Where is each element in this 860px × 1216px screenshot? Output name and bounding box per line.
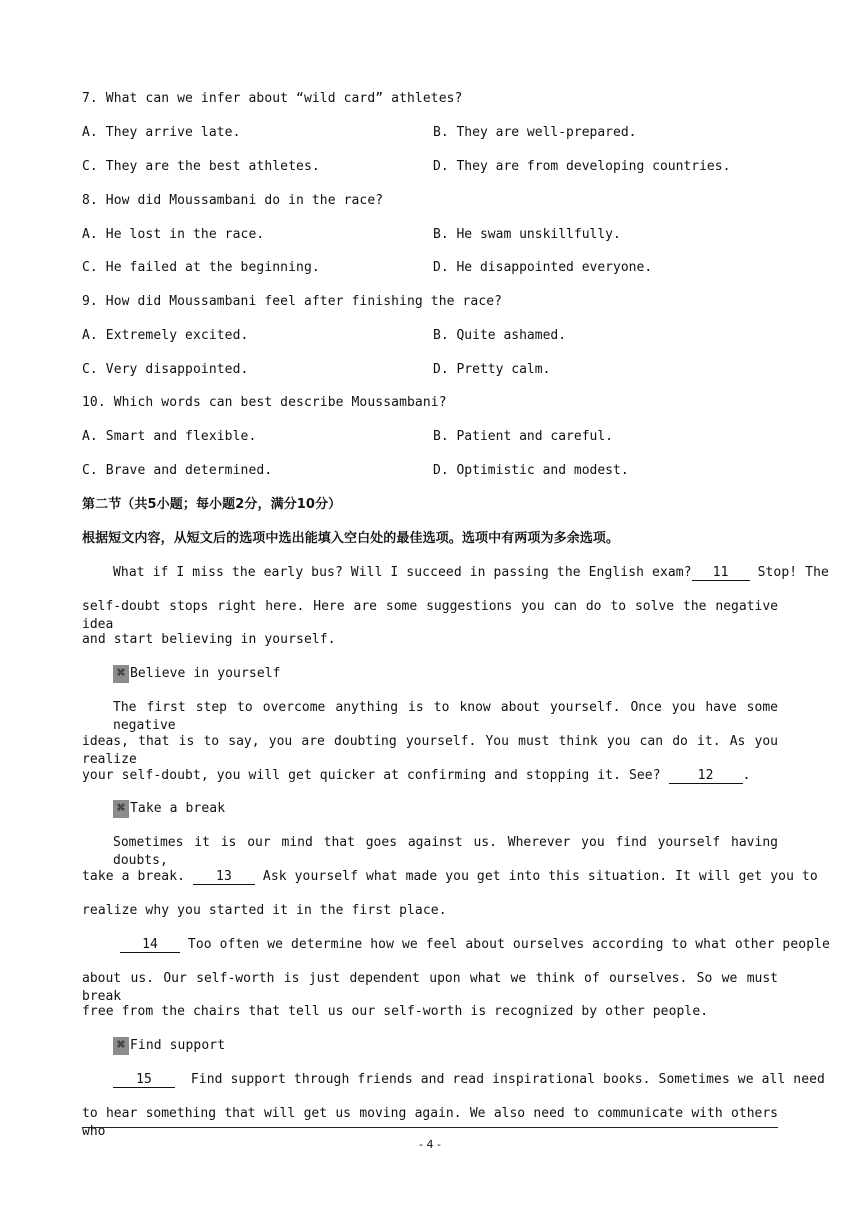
question-8-stem: 8. How did Moussambani do in the race?	[82, 193, 384, 208]
command-symbol-icon: ⌘	[113, 1037, 129, 1055]
passage-paragraph-4-line-2: about us. Our self-worth is just dependent upon what we think of ourselves. So we must break	[82, 971, 778, 1004]
passage-paragraph-5-line-1: 15 Find support through friends and read inspirational books. Sometimes we all need	[113, 1071, 825, 1089]
question-7-option-d: D. They are from developing countries.	[433, 159, 731, 174]
question-10-option-c: C. Brave and determined.	[82, 463, 273, 478]
subheading-take-a-break: ⌘ Take a break	[113, 800, 225, 818]
passage-paragraph-5-line-2: to hear something that will get us moving again. We also need to communicate with others who	[82, 1106, 778, 1139]
command-symbol-icon: ⌘	[113, 800, 129, 818]
question-7-option-c: C. They are the best athletes.	[82, 159, 320, 174]
question-10-option-a: A. Smart and flexible.	[82, 429, 257, 444]
blank-12: 12	[669, 768, 743, 784]
question-8-option-d: D. He disappointed everyone.	[433, 260, 653, 275]
question-9-option-a: A. Extremely excited.	[82, 328, 249, 343]
subheading-find-support: ⌘ Find support	[113, 1037, 225, 1055]
question-10-option-d: D. Optimistic and modest.	[433, 463, 629, 478]
passage-paragraph-4-line-1: 14 Too often we determine how we feel about ourselves according to what other people	[120, 936, 830, 954]
blank-15: 15	[113, 1072, 175, 1088]
question-9-stem: 9. How did Moussambani feel after finishing the race?	[82, 294, 503, 309]
question-7-option-b: B. They are well-prepared.	[433, 125, 637, 140]
subheading-believe: ⌘ Believe in yourself	[113, 665, 281, 683]
footer-divider	[82, 1127, 778, 1128]
blank-13: 13	[193, 869, 255, 885]
blank-14: 14	[120, 937, 180, 953]
passage-paragraph-4-line-3: free from the chairs that tell us our self-worth is recognized by other people.	[82, 1004, 709, 1019]
passage-paragraph-3-line-3: realize why you started it in the first place.	[82, 903, 447, 918]
question-8-option-b: B. He swam unskillfully.	[433, 227, 621, 242]
question-9-option-c: C. Very disappointed.	[82, 362, 249, 377]
question-7-option-a: A. They arrive late.	[82, 125, 241, 140]
question-7-stem: 7. What can we infer about “wild card” athletes?	[82, 91, 463, 106]
passage-paragraph-3-line-1: Sometimes it is our mind that goes against us. Wherever you find yourself having doubts,	[113, 835, 778, 868]
section-instruction: 根据短文内容，从短文后的选项中选出能填入空白处的最佳选项。选项中有两项为多余选项。	[82, 531, 620, 546]
passage-paragraph-1-line-1: What if I miss the early bus? Will I succeed in passing the English exam? 11 Stop! The	[113, 565, 829, 580]
command-symbol-icon: ⌘	[113, 665, 129, 683]
question-9-option-b: B. Quite ashamed.	[433, 328, 567, 343]
question-10-stem: 10. Which words can best describe Moussambani?	[82, 395, 447, 410]
passage-paragraph-2-line-2: ideas, that is to say, you are doubting yourself. You must think you can do it. As you realize	[82, 734, 778, 767]
passage-paragraph-2-line-1: The first step to overcome anything is to know about yourself. Once you have some negative	[113, 700, 778, 733]
question-9-option-d: D. Pretty calm.	[433, 362, 551, 377]
page-number: - 4 -	[419, 1138, 441, 1151]
passage-paragraph-3-line-2: take a break. 13 Ask yourself what made you get into this situation. It will get you to	[82, 869, 818, 884]
question-8-option-a: A. He lost in the race.	[82, 227, 265, 242]
question-10-option-b: B. Patient and careful.	[433, 429, 614, 444]
question-8-option-c: C. He failed at the beginning.	[82, 260, 320, 275]
blank-11: 11	[692, 565, 750, 581]
passage-paragraph-2-line-3: your self-doubt, you will get quicker at confirming and stopping it. See? 12 .	[82, 768, 751, 783]
section-title: 第二节（共5小题；每小题2分，满分10分）	[82, 497, 342, 512]
passage-paragraph-1-line-2: self-doubt stops right here. Here are some suggestions you can do to solve the negative idea	[82, 599, 778, 632]
passage-paragraph-1-line-3: and start believing in yourself.	[82, 632, 336, 647]
